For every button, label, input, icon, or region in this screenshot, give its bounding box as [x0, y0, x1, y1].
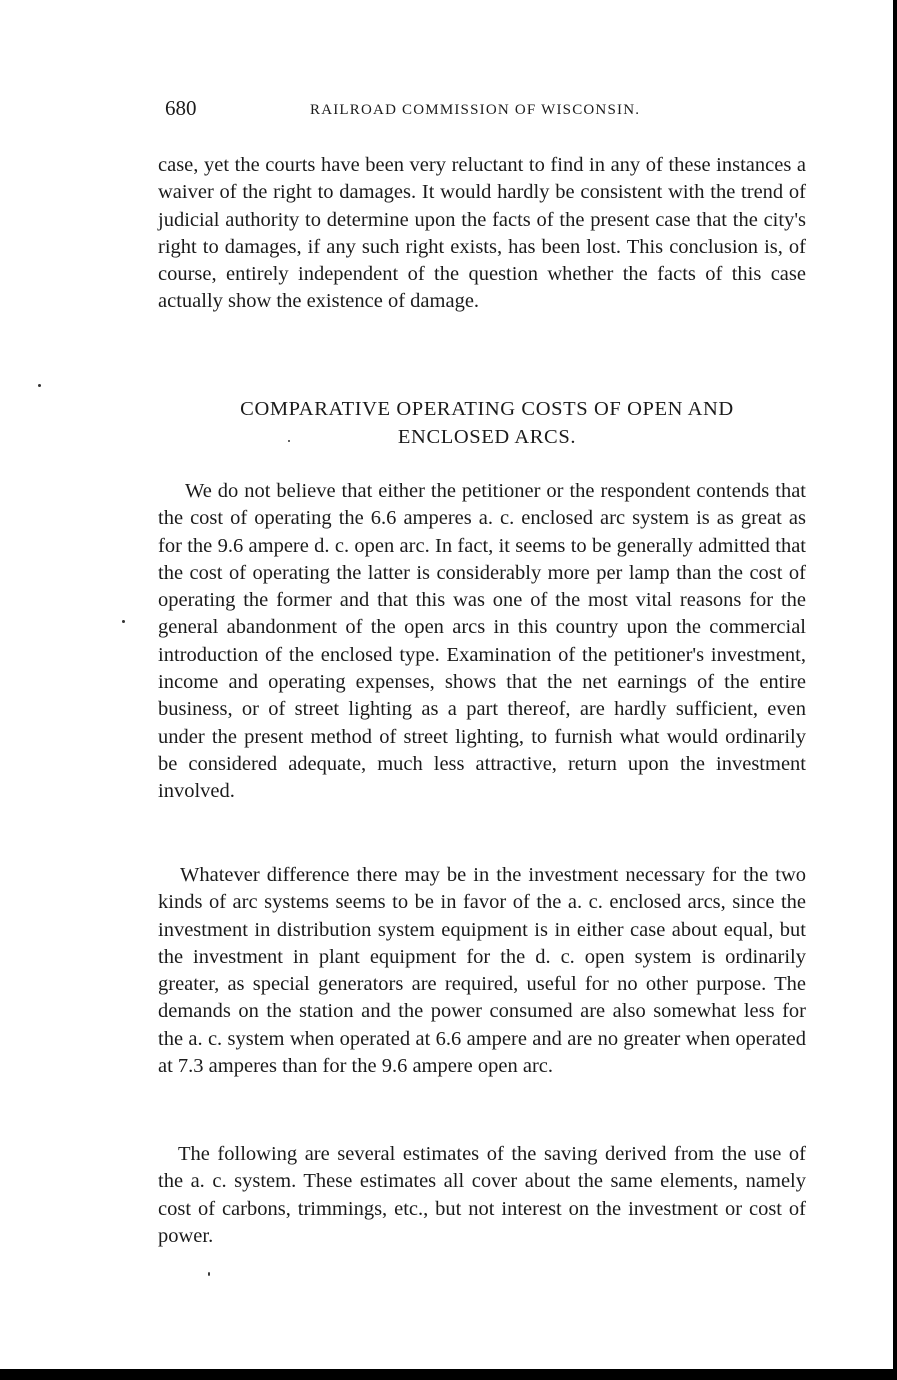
running-head [165, 96, 825, 126]
paragraph-operating-costs: We do not believe that either the petitioner or the respondent contends that the cost of operating the 6.6 amperes a. c. enclosed arc system is as great as for the 9.6 ampere d. c. open arc. In fact, it seems to be generally admitted that the cost of operating the latter is considerably more per lamp than the cost of operating the former and that this was one of the most vital reasons for the general abandonment of the open arcs in this country upon the commercial introduction of the enclosed type. Examination of the petitioner's investment, income and operating expenses, shows that the net earnings of the entire business, or of street lighting as a part thereof, are hardly sufficient, even under the present method of street lighting, to furnish what would ordinarily be considered adequate, much less attractive, return upon the investment involved. [158, 480, 806, 803]
section-heading [158, 395, 816, 451]
running-title: RAILROAD COMMISSION OF WISCONSIN. [310, 102, 641, 118]
scan-speck [288, 440, 290, 442]
scan-speck [38, 384, 41, 387]
scan-edge-right [893, 0, 897, 1380]
section-heading-line-1: COMPARATIVE OPERATING COSTS OF OPEN AND [240, 398, 734, 420]
section-heading-line-2: ENCLOSED ARCS. [397, 426, 577, 448]
paragraph-continuation: case, yet the courts have been very reluctant to find in any of these instances a waiver of the right to damages. It would hardly be consistent with the trend of judicial authority to determine upon the facts of the present case that the city's right to damages, if any such right exists, has been lost. This conclusion is, of course, entirely independent of the question whether the facts of this case actually show the existence of damage. [158, 154, 806, 313]
paragraph-estimates: The following are several estimates of the saving derived from the use of the a. c. system. These estimates all cover about the same elements, namely cost of carbons, trimmings, etc., but not interest on the investment or cost of power. [158, 1143, 806, 1247]
scan-speck [122, 620, 125, 623]
page-number: 680 [165, 96, 197, 120]
scan-edge-bottom [0, 1369, 897, 1380]
scan-speck [208, 1272, 210, 1276]
paragraph-investment: Whatever difference there may be in the investment necessary for the two kinds of arc systems seems to be in favor of the a. c. enclosed arcs, since the investment in distribution system equipment is in either case about equal, but the investment in plant equipment for the d. c. open system is ordinarily greater, as special generators are required, useful for no other purpose. The demands on the station and the power consumed are also somewhat less for the a. c. system when operated at 6.6 ampere and are no greater when operated at 7.3 amperes than for the 9.6 ampere open arc. [158, 864, 806, 1078]
